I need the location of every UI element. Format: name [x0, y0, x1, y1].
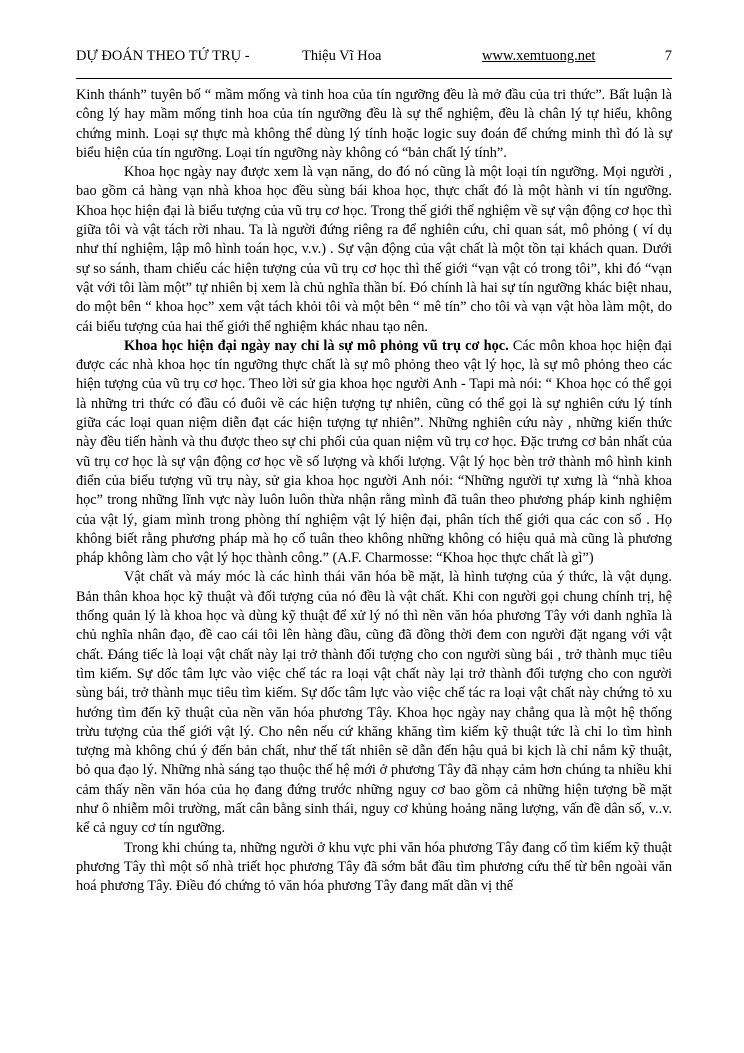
paragraph-5: Trong khi chúng ta, những người ở khu vực phi văn hóa phương Tây đang cố tìm kiếm kỹ thuật phương Tây thì một số nhà triết học phương Tây đã sớm bắt đầu tìm phương cứu thế từ bên ngoài văn hoá phương Tây. Điều đó chứng tỏ văn hóa phương Tây đang mất dần vị thế	[76, 839, 672, 895]
author-name: Thiệu Vĩ Hoa	[302, 48, 382, 64]
website-link[interactable]: www.xemtuong.net	[482, 48, 596, 64]
section-heading: Khoa học hiện đại ngày nay chỉ là sự mô phỏng vũ trụ cơ học.	[124, 337, 509, 354]
page-number: 7	[664, 48, 672, 64]
page-header	[76, 48, 672, 70]
paragraph-4: Vật chất và máy móc là các hình thái văn hóa bề mặt, là hình tượng của ý thức, là vật dụng. Bản thân khoa học kỹ thuật và đối tượng của nó đều là vật chất. Khi con người gọi chung chính trị, hệ thống quản lý là khoa học và dùng kỹ thuật để xử lý nó thì nền văn hóa phương Tây với danh nghĩa là chủ nghĩa nhân đạo, đề cao cái tôi lên hàng đầu, cũng đã đồng thời đem con người đặt ngang với vật chất. Đáng tiếc là loại vật chất này lại trở thành đối tượng cho con người sùng bái , trở thành mục tiêu tìm kiếm. Sự dốc tâm lực vào việc chế tác ra loại vật chất này lại trở thành đối tượng cho con người sùng bái, trở thành mục tiêu tìm kiếm. Sự dốc tâm lực vào việc chế tác ra loại vật chất này chứng tỏ xu hướng tìm đến kỹ thuật của nền văn hóa phương Tây. Khoa học ngày nay chẳng qua là một hệ thống trừu tượng của thế giới vật lý. Cho nên nếu cứ khăng khăng tìm kiếm kỹ thuật tức là chỉ lo tìm hình tượng mà không chú ý đến bản chất, như thế tất nhiên sẽ dẫn đến hậu quả bi kịch là chỉ nắm kỹ thuật, bỏ qua đạo lý. Những nhà sáng tạo thuộc thế hệ mới ở phương Tây đã nhạy cảm hơn chúng ta nhiều khi cảm thấy nền văn hóa của họ đang đứng trước những nguy cơ bao gồm cả những hiện tượng bề mặt như ô nhiễm môi trường, mất cân bằng sinh thái, nguy cơ khủng hoảng năng lượng, vấn đề dân số, v..v. kể cả nguy cơ tín ngưỡng.	[76, 569, 672, 837]
paragraph-3	[76, 337, 672, 569]
paragraph-1: Kinh thánh” tuyên bố “ mầm mống và tinh hoa của tín ngưỡng đều là mở đầu của tri thức”. Bất luận là công lý hay mầm mống tinh hoa của tín ngưỡng đều là sự thể nghiệm, đều là chân lý tự hiểu, không chứng minh. Loại sự thực mà không thể dùng lý tính hoặc logic suy đoán để chứng minh thì đó là sự biểu hiện của tín ngưỡng. Loại tín ngưỡng này không có “bản chất lý tính”.	[76, 87, 672, 161]
body-text	[76, 86, 672, 896]
paragraph-2: Khoa học ngày nay được xem là vạn năng, do đó nó cũng là một loại tín ngưỡng. Mọi người , bao gồm cả hàng vạn nhà khoa học đều sùng bái khoa học, thực chất đó là một hành vi tín ngưỡng. Khoa học hiện đại là biểu tượng của vũ trụ cơ học. Trong thế giới thể nghiệm về sự vận động cơ học thì giữa tôi và vật tách rời nhau. Ta là người đứng riêng ra để nghiên cứu, chỉ quan sát, mô phỏng ( ví dụ như thí nghiệm, lập mô hình toán học, v.v.) . Sự vận động của vật chất là một tồn tại khách quan. Dưới sự so sánh, tham chiếu các hiện tượng của vũ trụ cơ học thì thế giới “vạn vật có trong tôi”, khi đó “vạn vật với tôi làm một” tự nhiên bị xem là chủ nghĩa thần bí. Đó chính là hai sự tín ngưỡng khác biệt nhau, do một bên “ khoa học” xem vật tách khỏi tôi và một bên “ mê tín” cho tôi và vạn vật hòa làm một, do cái biểu tượng của hai thế giới thể nghiệm khác nhau tạo nên.	[76, 164, 672, 335]
book-title: DỰ ĐOÁN THEO TỨ TRỤ -	[76, 48, 250, 64]
paragraph-3-text: Các môn khoa học hiện đại được các nhà khoa học tín ngưỡng thực chất là sự mô phỏng theo vật lý học, là sự mô phỏng theo các hiện tượng của vũ trụ cơ học. Theo lời sử gia khoa học người Anh - Tapi mà nói: “ Khoa học có thể gọi là những tri thức có đầu có đuôi về các hiện tượng tự nhiên, cũng có thể gọi là sự nghiên cứu lý tính giữa các loại quan niệm diễn đạt các hiện tượng tự nhiên”. Những nghiên cứu này , những kiến thức này đều tiến hành và thu được theo sự chi phối của quan niệm vũ trụ cơ học. Đặc trưng cơ bản nhất của vũ trụ cơ học là sự vận động cơ học về số lượng và khối lượng. Vật lý học bèn trở thành mô hình kinh điển của biểu tượng vũ trụ này, sử gia khoa học người Anh nói: “Những người tự xưng là “nhà khoa học” trong những lĩnh vực này luôn luôn thừa nhận rằng mình đã tuân theo phương pháp kinh nghiệm của vật lý, giam mình trong phòng thí nghiệm vật lý hiện đại, phân tích thế giới qua các con số . Họ không biết rằng phương pháp mà họ cố tuân theo không những không có hiệu quả mà cũng là phương pháp không làm cho vật lý học thành công.” (A.F. Charmosse: “Khoa học thực chất là gì”)	[76, 337, 672, 567]
header-divider	[76, 78, 672, 79]
